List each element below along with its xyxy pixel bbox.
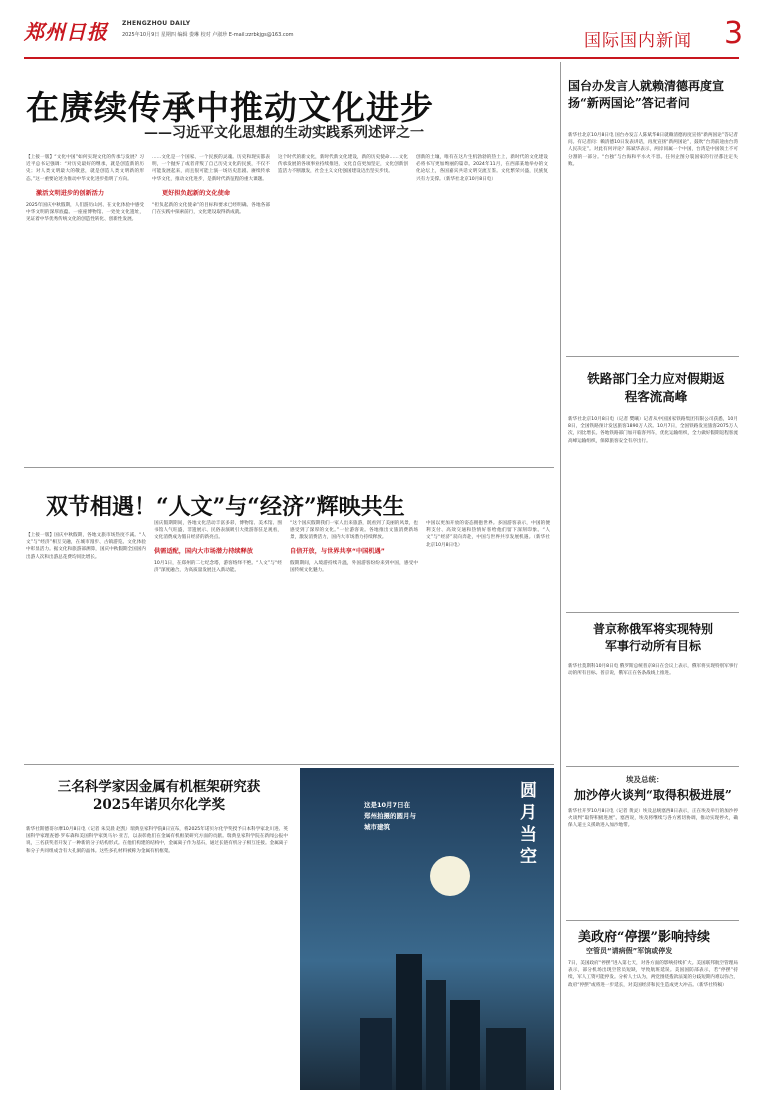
rail-article: [566, 360, 739, 610]
us-article: [566, 922, 739, 1090]
putin-divider: [566, 766, 739, 767]
putin-body: [568, 663, 738, 763]
lead-col1b-text: 2025年国庆中秋假期，人们游历山河、在文化体验中感受中华文明的深厚底蕴。一座座博物馆、一处处文化遗址，见证着中华优秀传统文化的创造性转化、创新性发展。: [26, 202, 144, 223]
taiwan-article: [566, 62, 739, 352]
lead-col2-text: ……文化是一个国家、一个民族的灵魂。历史和现实都表明，一个抛弃了或者背叛了自己历史文化的民族，不仅不可能发展起来，而且很可能上演一场历史悲剧。赓续传承中华文化，推动文化进步，是新时代新征程的重大课题。: [152, 155, 270, 182]
mid-column-1: [26, 532, 146, 758]
lead-headline: 在赓续传承中推动文化进步: [26, 88, 434, 127]
mid-col1-text: 【上接一版】国庆中秋假期，各地文旅市场热度不减。“人文”与“经济”相互交融，在城市漫步、古镇游览、文化体验中彰显活力。据文化和旅游部测算，国庆中秋假期全国国内出游人次和出游总花费均同比增长。: [26, 533, 146, 560]
gaza-headline: 加沙停火谈判“取得积极进展”: [574, 788, 732, 802]
rail-headline: 铁路部门全力应对假期返程客流高峰: [587, 371, 725, 404]
page-number: 3: [724, 16, 744, 51]
lead-col4-text: 创新的土壤，唯有在这片生机勃勃的热土上，新时代的文化建设必将书写更加绚丽的篇章。2024年11月，在西部某地举办的文化论坛上，各国嘉宾共话文明交流互鉴。文化繁荣兴盛，民族复兴有力支撑。（新华社北京10月8日电）: [416, 155, 548, 182]
us-headline: 美政府“停摆”影响持续: [578, 930, 710, 945]
lead-column-4: [416, 154, 548, 462]
putin-article: [566, 615, 739, 765]
taiwan-headline: 国台办发言人就赖清德再度宣扬“新两国论”答记者问: [568, 79, 725, 110]
mid-col4-text: 中国以更加开放的姿态拥抱世界。多国游客表示，中国的便利支付、高效交通和热情好客给他们留下深刻印象。“人文”与“经济”双向奔赴，中国与世界共享发展机遇。（新华社北京10月8日电）: [426, 521, 550, 548]
moon-photo: [300, 768, 554, 1090]
gaza-kicker: 埃及总统：: [626, 775, 664, 784]
mid-headline: 双节相遇！“人文”与“经济”辉映共生: [46, 494, 405, 520]
lead-col3-text: 这个时代的新文化，新时代新文化建设，新的历史使命……文化传承发展的各项事业持续推进，文化自信更加坚定，文化创新创造活力不断激发，社会主义文化强国建设迈出坚实步伐。: [278, 155, 408, 175]
rail-divider: [566, 612, 739, 613]
putin-headline: 普京称俄军将实现特别军事行动所有目标: [592, 622, 713, 653]
nobel-headline: 三名科学家因金属有机框架研究获2025年诺贝尔化学奖: [57, 779, 261, 813]
gaza-body-text: 新华社开罗10月8日电（记者 黄灵）埃及总统塞西8日表示，正在埃及举行的加沙停火谈判“取得积极进展”。塞西说，埃及将继续与各方密切协调，推动实现停火，确保人道主义援助进入加沙地带。: [568, 809, 738, 829]
lead-col2b-text: “担负起新的文化使命”的目标和要求已经明确。各地各部门在实践中探索前行，文化建设取得新成就。: [152, 202, 270, 216]
city-tower: [486, 1028, 526, 1090]
masthead-meta: 2025年10月9日 星期四 编辑 娄琳 校对 卢淑珍 E-mail:zzrbkjgs@163.com: [122, 32, 294, 38]
rail-body-text: 新华社北京10月8日电（记者 樊曦）记者从中国国家铁路集团有限公司获悉，10月8日，全国铁路预计发送旅客1890万人次。10月7日，全国铁路发送旅客2075万人次，同比增长。各地铁路部门加开临客列车，优化运输组织，全力做好假期返程客流高峰运输组织，保障旅客安全有序出行。: [568, 417, 738, 444]
city-tower: [360, 1018, 392, 1090]
right-column-divider: [560, 62, 561, 1090]
mid-subheading-2: 自信开放，与世界共享“中国机遇”: [290, 547, 385, 555]
putin-body-text: 新华社莫斯科10月8日电 俄罗斯总统普京8日在会议上表示，俄军将实现特别军事行动的所有目标。普京说，俄军正在各条战线上推进。: [568, 664, 738, 677]
gaza-article: [566, 768, 739, 918]
lead-subtitle: ——习近平文化思想的生动实践系列述评之一: [144, 125, 424, 141]
lead-col1-text: 【上接一版】“文化中国”如何实现文化的传承与发展？习近平总书记强调：“对历史最好的继承，就是创造新的历史；对人类文明最大的敬意，就是创造人类文明新的形态。”这一重要论述为推动中华文化进步指明了方向。: [26, 155, 144, 182]
newspaper-english-name: ZHENGZHOU DAILY: [122, 20, 191, 27]
gaza-divider: [566, 920, 739, 921]
us-body-text: 7日，美国政府“停摆”进入第七天，对各方面的影响持续扩大。美国联邦航空管理局表示，部分机场出现空管员短缺，导致航班延误。美国国防部表示，若“停摆”持续，军人工资可能停发。分析人士认为，两党围绕拨款法案的分歧短期内难以弥合，政府“停摆”或将进一步延长，对美国经济和民生造成更大冲击。（新华社特稿）: [568, 961, 738, 988]
taiwan-divider: [566, 356, 739, 357]
lead-column-3: [278, 154, 408, 462]
mid-col2-text: 国庆假期期间，各地文化活动丰富多彩，博物馆、美术馆、图书馆人气旺盛，非遗展示、民俗表演吸引大批游客驻足观看，文化消费成为假日经济的新亮点。: [154, 521, 282, 541]
section-title: 国际国内新闻: [584, 31, 692, 51]
nobel-body-text: 新华社斯德哥尔摩10月8日电（记者 朱昊晨 赵凯）瑞典皇家科学院8日宣布，将2025年诺贝尔化学奖授予日本科学家北川进、英国科学家理查德·罗布森和美国科学家奥马尔·亚吉，以表彰他们在金属有机框架研究方面的贡献。瑞典皇家科学院在新闻公报中说，三名获奖者开发了一种新的分子结构形式。在他们构建的结构中，金属离子作为基石，通过长链有机分子相互连接。金属离子和分子共同组成含有大孔洞的晶体。这些多孔材料被称为金属有机框架。: [26, 827, 288, 854]
lead-subheading-1: 激活文明进步的创新活力: [36, 189, 105, 197]
photo-caption: 这是10月7日在郑州拍摄的圆月与城市建筑: [364, 801, 416, 831]
mid-column-4: [426, 520, 550, 758]
mid-subheading-1: 供需适配，国内大市场潜力持续释放: [154, 547, 253, 555]
mid-col3-text: “这个国庆假期我们一家人出来旅游，既看到了美丽的风景，也感受到了深厚的文化。”一位游客说。各地推出文旅消费新场景，激发消费活力，国内大市场潜力持续释放。: [290, 521, 418, 541]
masthead: [24, 14, 744, 56]
taiwan-body: [568, 132, 738, 350]
taiwan-body-text: 新华社北京10月8日电 国台办发言人陈斌华8日就赖清德再度宣扬“新两国论”答记者问。有记者问：赖清德10日发表讲话，再度宣扬“新两国论”，鼓吹“台湾前途由台湾人民决定”。对此有何评论？陈斌华表示，两岸同属一个中国，台湾是中国领土不可分割的一部分。“台独”与台海和平水火不容。任何企图分裂国家的行径都注定失败。: [568, 133, 738, 167]
lead-column-1: [26, 154, 144, 462]
city-tower: [426, 980, 446, 1090]
rail-body: [568, 416, 738, 606]
city-tower: [450, 1000, 480, 1090]
mid-col2b-text: 10月1日，在郑州的二七纪念塔，游客络绎不绝。“人文”与“经济”深度融合，为高质量发展注入新动能。: [154, 560, 282, 573]
full-moon: [430, 856, 470, 896]
lead-subheading-2: 更好担负起新的文化使命: [162, 189, 231, 197]
gaza-body: [568, 808, 738, 914]
lead-column-2: [152, 154, 270, 462]
moon-photo-feature: [300, 768, 554, 1090]
newspaper-logo: 郑州日报: [24, 20, 108, 44]
mid-col3b-text: 假期期间，入境游持续升温，外国游客纷纷来到中国，感受中国传统文化魅力。: [290, 560, 418, 573]
masthead-rule: [24, 57, 739, 59]
lead-article: [24, 62, 554, 462]
nobel-body: [26, 826, 288, 1088]
us-subtitle: 空管员“请病假”军饷或停发: [586, 947, 673, 955]
nobel-article: [24, 768, 292, 1090]
city-tower: [396, 954, 422, 1090]
us-body: [568, 960, 738, 1088]
mid-divider: [24, 764, 554, 765]
lead-divider: [24, 467, 554, 468]
mid-column-3: [290, 520, 418, 758]
mid-article: [24, 470, 554, 760]
photo-title: 圆月当空: [520, 781, 537, 867]
mid-column-2: [154, 520, 282, 758]
